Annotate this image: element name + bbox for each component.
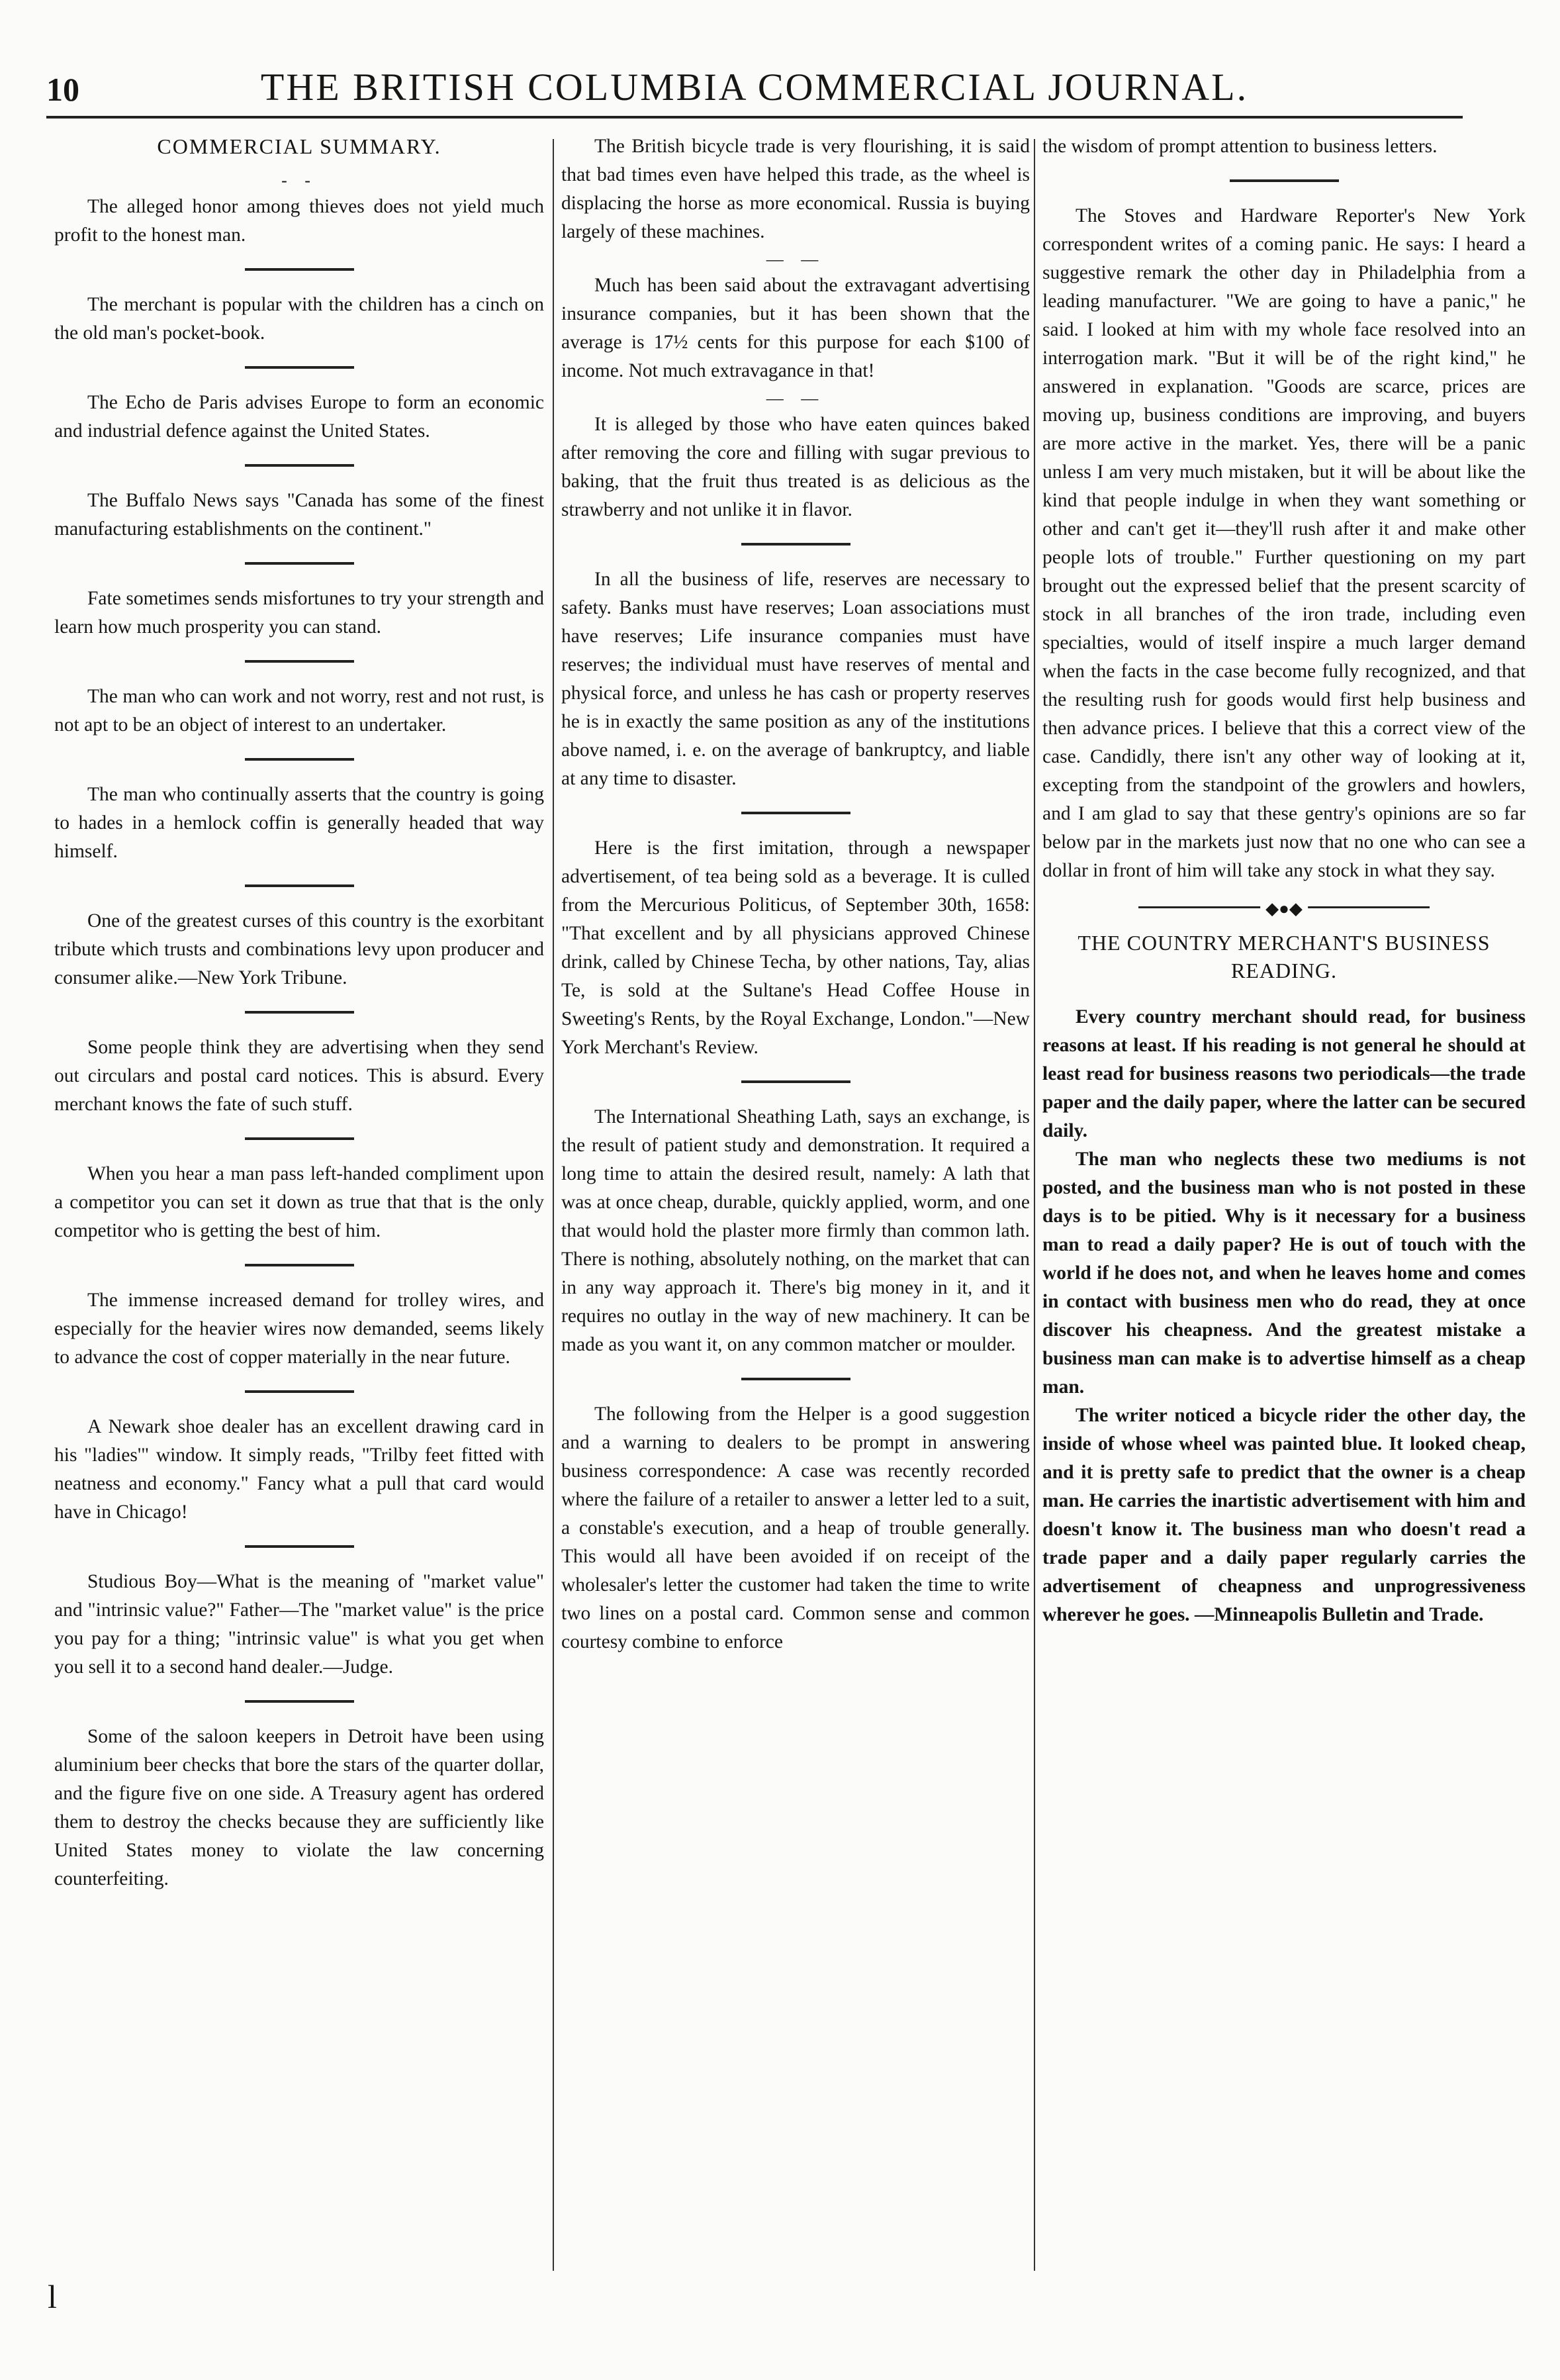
separator-rule <box>245 758 354 761</box>
article-headline: THE COUNTRY MERCHANT'S BUSINESS READING. <box>1078 931 1491 982</box>
article-item: Some people think they are advertising when they send out circulars and postal card notices. This is absurd. Every merchant knows the fate of such stuff. <box>54 1037 544 1115</box>
separator-rule <box>741 1378 850 1380</box>
article-item: Some of the saloon keepers in Detroit have been using aluminium beer checks that bore the stars of the quarter dollar, and the figure five on one side. A Treasury agent has ordered them to destroy the checks because they are sufficiently like United States money to violate the law concerning counterfeiting. <box>54 1726 544 1889</box>
dash-separator: - - <box>281 171 317 190</box>
separator-rule <box>245 1390 354 1393</box>
article-item: The man who can work and not worry, rest and not rust, is not apt to be an object of interest to an undertaker. <box>54 686 544 736</box>
diamond-ornament-icon: ◆●◆ <box>1260 894 1308 923</box>
article-paragraph: The man who neglects these two mediums is not posted, and the business man who is not posted in these days is to be pitied. Why is it necessary for a business man to read a daily paper? He is out of touch with the world if he does not, and when he leaves home and comes in contact with business men who do read, they at once discover his cheapness. And the greatest mistake a business man can make is to advertise himself as a cheap man. <box>1042 1149 1526 1398</box>
column-middle <box>561 132 1030 1656</box>
journal-title: THE BRITISH COLUMBIA COMMERCIAL JOURNAL. <box>260 66 1249 109</box>
separator-rule <box>245 1264 354 1266</box>
article-item: Here is the first imitation, through a newspaper advertisement, of tea being sold as a beverage. It is culled from the Mercurious Politicus, of September 30th, 1658: "That excellent and by all physicians approved Chinese drink, called by Chinese Techa, by other nations, Tay, alias Te, is sold at the Sultane's Head Coffee House in Sweeting's Rents, by the Royal Exchange, London."—New York Merchant's Review. <box>561 837 1030 1058</box>
article-paragraph: Every country merchant should read, for business reasons at least. If his reading is not general he should at least read for business reasons two periodicals—the trade paper and the daily paper, where the latter can be secured daily. <box>1042 1006 1526 1141</box>
separator-rule <box>741 1080 850 1083</box>
article-item: The Stoves and Hardware Reporter's New York correspondent writes of a coming panic. He says: I heard a suggestive remark the other day in Philadelphia from a leading manufacturer. "We are going to have a panic," he said. I looked at him with my whole face resolved into an interrogation mark. "But it will be of the right kind," he answered in explanation. "Goods are scarce, prices are moving up, business conditions are improving, and buyers are more active in the market. Yes, there will be a panic unless I am very much mistaken, but it will be about like the kind that people indulge in when they want something or other and can't get it—they'll rush after it and make other people lots of trouble." Further questioning on my part brought out the expressed belief that the present scarcity of stock in all branches of the iron trade, including even specialties, would of itself inspire a much larger demand when the facts in the case become fully recognized, and that the resulting rush for goods would first help business and then advance prices. I believe that this a correct view of the case. Candidly, there isn't any other way of looking at it, excepting from the standpoint of the growlers and howlers, and I am glad to say that these gentry's opinions are so far below par in the markets just now that no one who can see a dollar in front of him will take any stock in what they say. <box>1042 205 1526 881</box>
separator-rule <box>245 660 354 663</box>
separator-rule <box>245 1545 354 1548</box>
article-item: The man who continually asserts that the country is going to hades in a hemlock coffin is generally headed that way himself. <box>54 784 544 862</box>
column-right <box>1042 132 1526 1629</box>
header-rule <box>46 116 1463 119</box>
article-item: One of the greatest curses of this country is the exorbitant tribute which trusts and combinations levy upon producer and consumer alike.—New York Tribune. <box>54 910 544 988</box>
column-rule-left <box>553 139 554 2271</box>
article-continuation: the wisdom of prompt attention to business letters. <box>1042 136 1438 157</box>
article-item: In all the business of life, reserves are necessary to safety. Banks must have reserves; Loan associations must have reserves; Life insurance companies must have reserves; the individual must have reserves of mental and physical force, and unless he has cash or property reserves he is in exactly the same position as any of the institutions above named, i. e. on the average of bankruptcy, and liable at any time to disaster. <box>561 569 1030 789</box>
dash-separator: — — <box>766 250 825 269</box>
article-item: The Buffalo News says "Canada has some of the finest manufacturing establishments on the continent." <box>54 490 544 540</box>
article-item: Studious Boy—What is the meaning of "market value" and "intrinsic value?" Father—The "market value" is the price you pay for a thing; "intrinsic value" is what you get when you sell it to a second hand dealer.—Judge. <box>54 1571 544 1678</box>
article-item: When you hear a man pass left-handed compliment upon a competitor you can set it down as true that that is the only competitor who is getting the best of him. <box>54 1163 544 1241</box>
article-item: The merchant is popular with the children has a cinch on the old man's pocket-book. <box>54 294 544 344</box>
article-item: Fate sometimes sends misfortunes to try your strength and learn how much prosperity you can stand. <box>54 588 544 638</box>
article-item: The alleged honor among thieves does not yield much profit to the honest man. <box>54 196 544 246</box>
separator-rule <box>245 1011 354 1014</box>
page-header <box>46 61 1463 114</box>
separator-rule <box>1230 179 1339 182</box>
article-item: The Echo de Paris advises Europe to form an economic and industrial defence against the United States. <box>54 392 544 442</box>
page-number: 10 <box>46 71 79 108</box>
article-item: It is alleged by those who have eaten quinces baked after removing the core and filling with sugar previous to baking, that the fruit thus treated is as delicious as the strawberry and not unlike it in flavor. <box>561 414 1030 520</box>
separator-rule <box>245 884 354 887</box>
column-left <box>54 132 544 1893</box>
separator-rule <box>245 464 354 467</box>
separator-rule <box>245 268 354 271</box>
article-item: The International Sheathing Lath, says an exchange, is the result of patient study and demonstration. It required a long time to attain the desired result, namely: A lath that was at once cheap, durable, quickly applied, worm, and one that would hold the plaster more firmly than common lath. There is nothing, absolutely nothing, on the market that can in any way approach it. There's big money in it, and it requires no outlay in the way of new machinery. It can be made as you want it, on any common matcher or moulder. <box>561 1106 1030 1355</box>
article-item: Much has been said about the extravagant advertising insurance companies, but it has been shown that the average is 17½ cents for this purpose for each $100 of income. Not much extravagance in that! <box>561 275 1030 381</box>
separator-rule <box>245 562 354 565</box>
dash-separator: — — <box>766 389 825 408</box>
separator-rule <box>245 1137 354 1140</box>
separator-rule <box>245 366 354 369</box>
separator-rule <box>245 1700 354 1703</box>
section-title: COMMERCIAL SUMMARY. <box>157 134 441 158</box>
column-rule-right <box>1034 139 1035 2271</box>
separator-rule <box>741 812 850 814</box>
separator-rule <box>741 543 850 546</box>
article-item: The immense increased demand for trolley wires, and especially for the heavier wires now demanded, seems likely to advance the cost of copper materially in the near future. <box>54 1290 544 1368</box>
article-item: The following from the Helper is a good suggestion and a warning to dealers to be prompt in answering business correspondence: A case was recently recorded where the failure of a retailer to answer a letter led to a suit, a constable's execution, and a heap of trouble generally. This would all have been avoided if on receipt of the wholesaler's letter the customer had taken the time to write two lines on a postal card. Common sense and common courtesy combine to enforce <box>561 1404 1030 1652</box>
article-item: A Newark shoe dealer has an excellent drawing card in his "ladies'" window. It simply reads, "Trilby feet fitted with neatness and economy." Fancy what a pull that card would have in Chicago! <box>54 1416 544 1523</box>
footer-mark: l <box>48 2278 57 2315</box>
article-item: The British bicycle trade is very flourishing, it is said that bad times even have helped this trade, as the wheel is displacing the horse as more economical. Russia is buying largely of these machines. <box>561 136 1030 242</box>
ornament-rule <box>1138 899 1430 918</box>
article-paragraph: The writer noticed a bicycle rider the other day, the inside of whose wheel was painted blue. It looked cheap, and it is pretty safe to predict that the owner is a cheap man. He carries the inartistic advertisement with him and doesn't know it. The business man who doesn't read a trade paper and a daily paper regularly carries the advertisement of cheapness and unprogressiveness wherever he goes. —Minneapolis Bulletin and Trade. <box>1042 1405 1526 1625</box>
